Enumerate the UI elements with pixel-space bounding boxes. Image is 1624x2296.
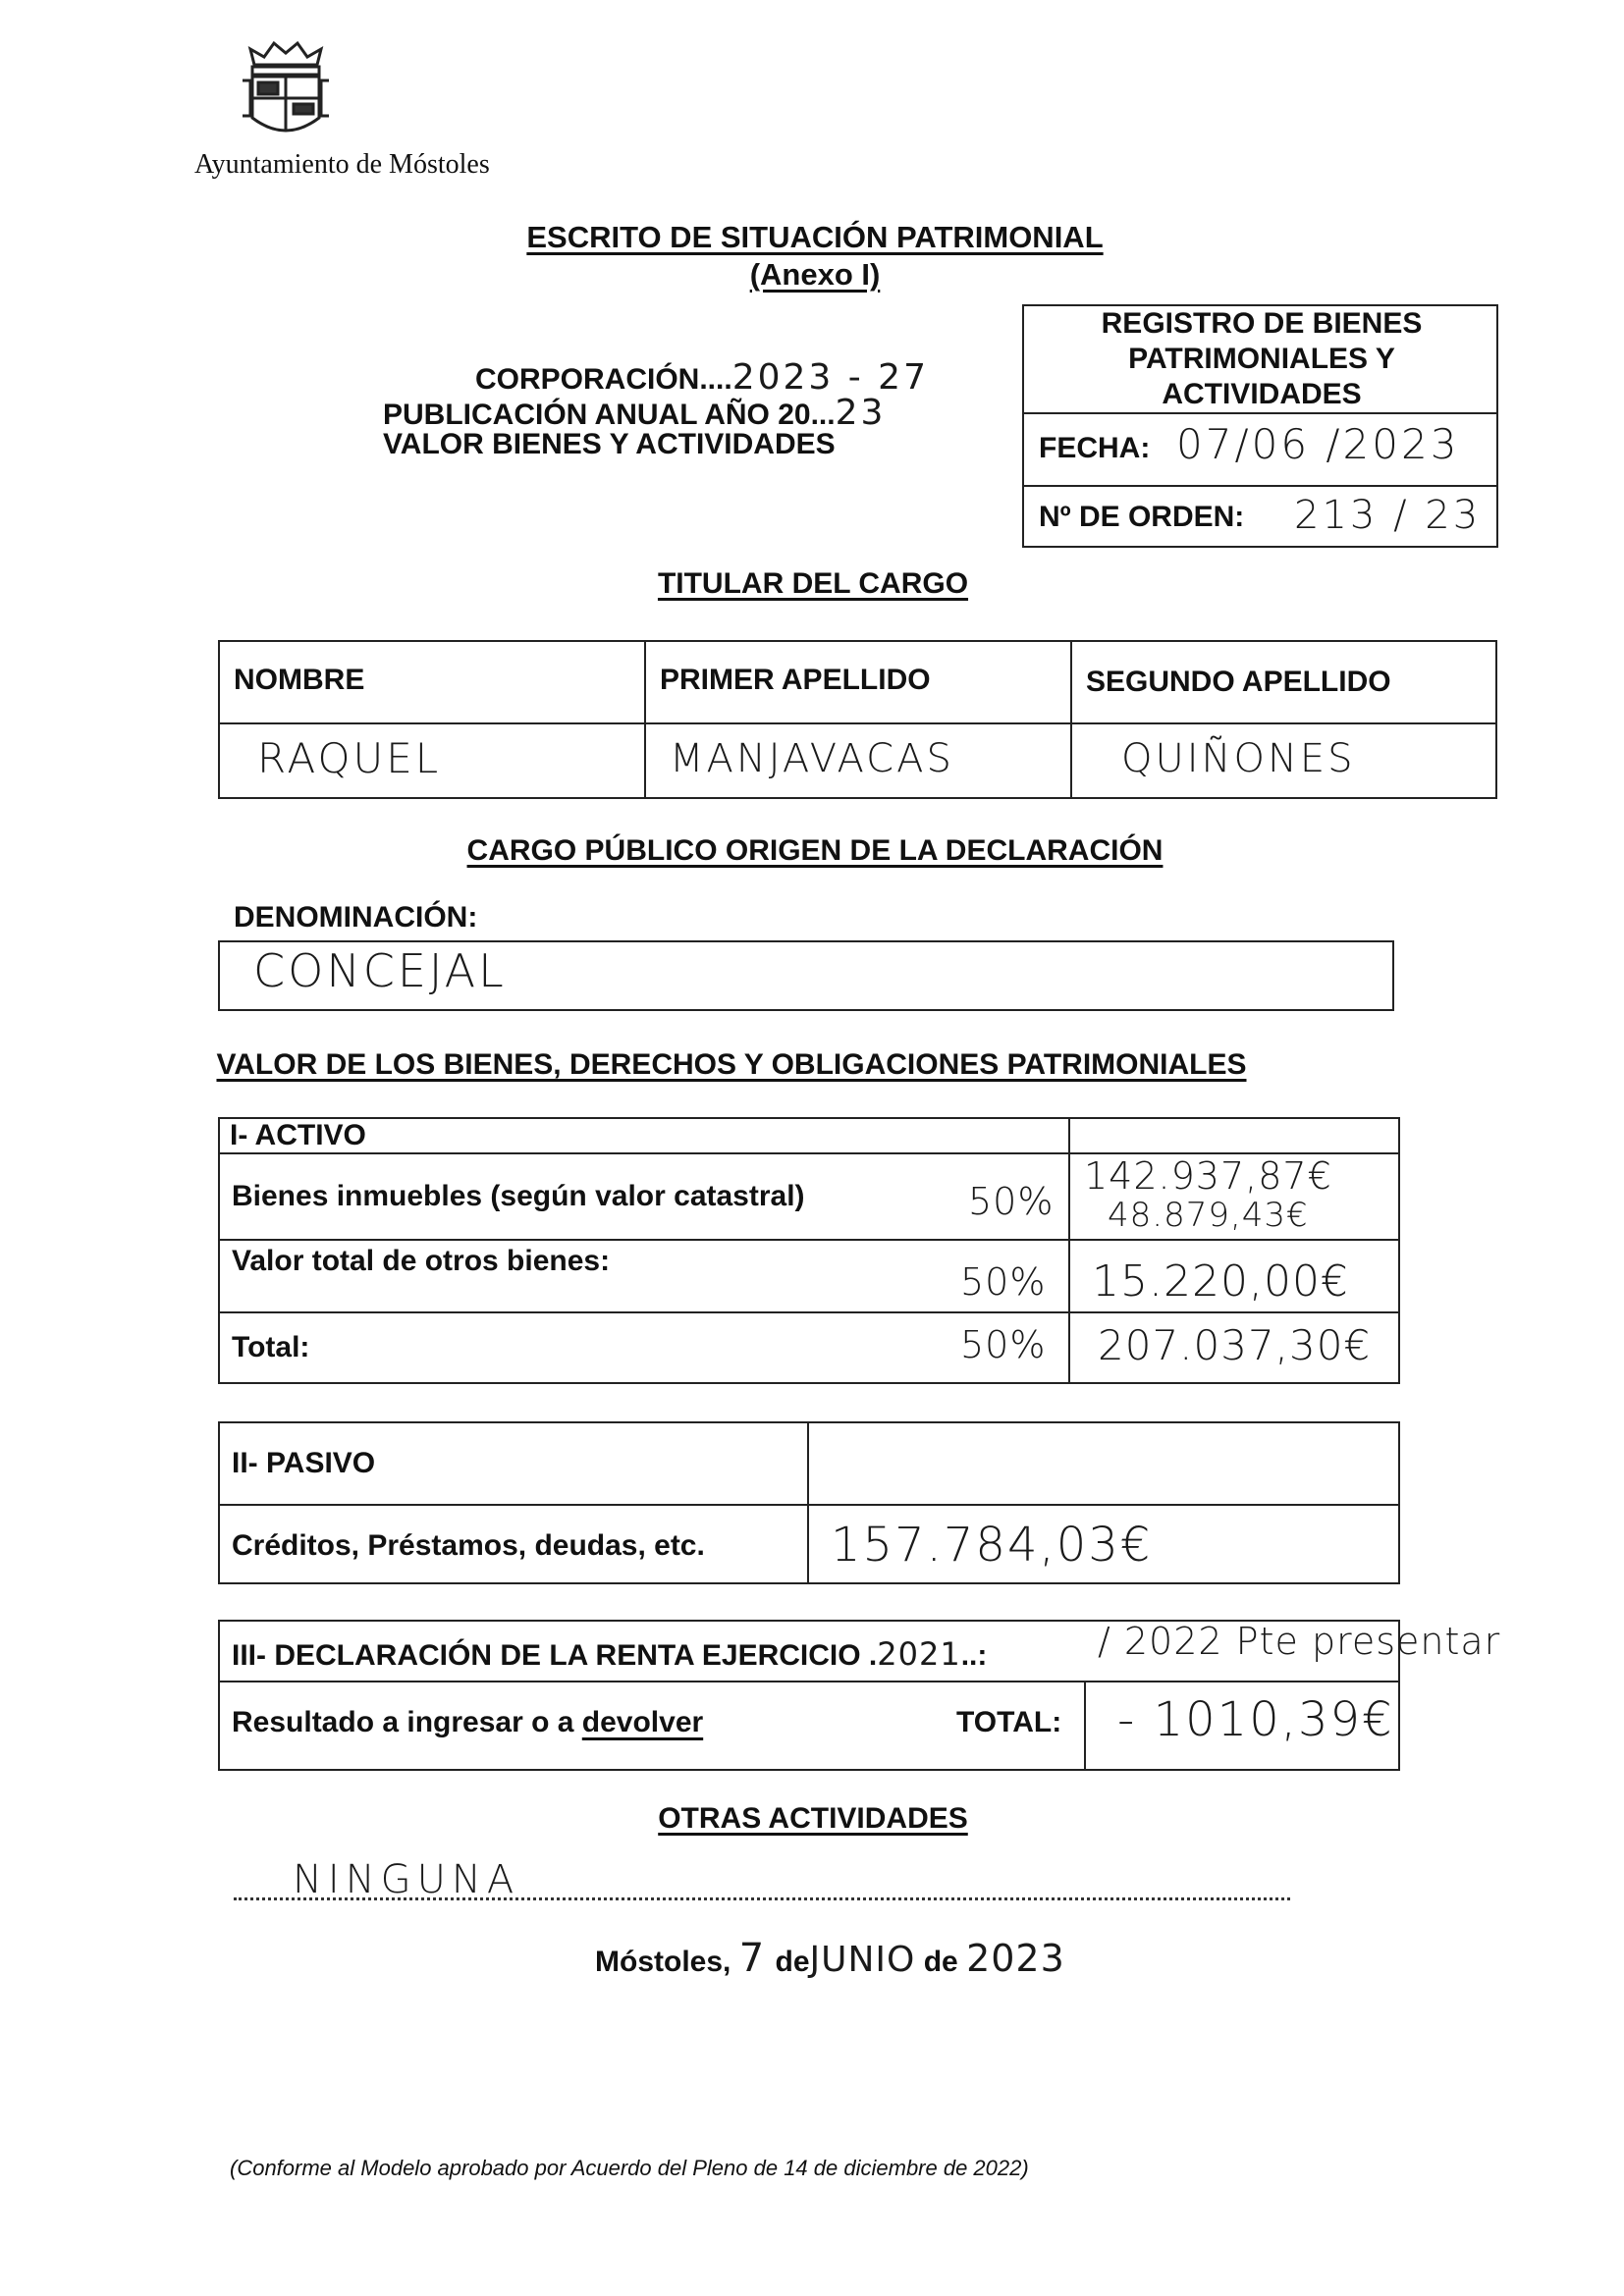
publicacion-value: 23 <box>835 393 887 433</box>
inmuebles-label: Bienes inmuebles (según valor catastral) <box>232 1180 805 1212</box>
inmuebles-value-2: 48.879,43€ <box>1108 1196 1309 1235</box>
corporacion-value: 2023 - 27 <box>731 357 929 398</box>
renta-note: / 2022 Pte presentar <box>1098 1620 1501 1663</box>
renta-heading-line <box>232 1635 987 1673</box>
renta-ejercicio-value: 2021 <box>877 1635 961 1673</box>
registro-title: REGISTRO DE BIENES PATRIMONIALES Y ACTIVIDADES <box>1101 307 1423 410</box>
corporacion-label: CORPORACIÓN.... <box>475 363 732 396</box>
cargo-heading: CARGO PÚBLICO ORIGEN DE LA DECLARACIÓN <box>466 834 1164 867</box>
renta-total-value: - 1010,39€ <box>1117 1692 1394 1747</box>
fecha-value: 07/06 /2023 <box>1176 420 1460 468</box>
activo-total-pct: 50% <box>960 1323 1047 1366</box>
fecha-label: FECHA: <box>1039 432 1151 464</box>
segundo-apellido-label: SEGUNDO APELLIDO <box>1086 666 1391 698</box>
titular-heading: TITULAR DEL CARGO <box>657 567 969 600</box>
denominacion-label: DENOMINACIÓN: <box>234 901 478 934</box>
activo-total-label: Total: <box>232 1331 310 1363</box>
otros-bienes-label: Valor total de otros bienes: <box>232 1245 611 1277</box>
otras-value: NINGUNA <box>293 1857 520 1902</box>
firma-month: JUNIO <box>809 1940 916 1980</box>
resultado-devolver: devolver <box>581 1706 704 1738</box>
creditos-value: 157.784,03€ <box>831 1518 1153 1573</box>
pasivo-heading: II- PASIVO <box>232 1447 376 1479</box>
document-title: ESCRITO DE SITUACIÓN PATRIMONIAL <box>526 220 1104 254</box>
firma-line <box>595 1936 1065 1981</box>
nombre-value: RAQUEL <box>257 734 442 782</box>
coat-of-arms-icon <box>241 37 331 147</box>
valor-heading: VALOR DE LOS BIENES, DERECHOS Y OBLIGACIONES PATRIMONIALES <box>216 1048 1247 1081</box>
otros-bienes-value: 15.220,00€ <box>1092 1256 1349 1307</box>
otras-heading: OTRAS ACTIVIDADES <box>658 1802 968 1835</box>
inmuebles-value-1: 142.937,87€ <box>1084 1154 1332 1198</box>
activo-total-value: 207.037,30€ <box>1098 1321 1372 1369</box>
denominacion-value: CONCEJAL <box>253 944 507 997</box>
segundo-apellido-value: QUIÑONES <box>1121 736 1356 781</box>
valor-bienes-label: VALOR BIENES Y ACTIVIDADES <box>383 428 836 460</box>
activo-heading: I- ACTIVO <box>230 1119 366 1151</box>
inmuebles-pct: 50% <box>968 1180 1055 1223</box>
document-subtitle: (Anexo I) <box>749 257 881 292</box>
firma-de-2: de <box>923 1946 958 1978</box>
firma-de-1: de <box>775 1946 810 1978</box>
firma-day: 7 <box>738 1936 768 1981</box>
primer-apellido-value: MANJAVACAS <box>670 736 954 781</box>
renta-heading: III- DECLARACIÓN DE LA RENTA EJERCICIO . <box>232 1639 878 1672</box>
footer-note: (Conforme al Modelo aprobado por Acuerdo del Pleno de 14 de diciembre de 2022) <box>230 2156 1029 2180</box>
corporacion-line <box>475 357 929 398</box>
orden-label: Nº DE ORDEN: <box>1039 501 1245 533</box>
firma-year: 2023 <box>966 1937 1065 1980</box>
publicacion-line <box>383 393 886 433</box>
municipality-name: Ayuntamiento de Móstoles <box>194 149 490 180</box>
firma-place: Móstoles, <box>595 1946 731 1978</box>
orden-value: 213 / 23 <box>1294 493 1482 538</box>
publicacion-label: PUBLICACIÓN ANUAL AÑO 20... <box>383 399 836 431</box>
creditos-label: Créditos, Préstamos, deudas, etc. <box>232 1529 705 1562</box>
primer-apellido-label: PRIMER APELLIDO <box>660 664 931 696</box>
renta-heading-end: ..: <box>960 1639 988 1672</box>
otros-bienes-pct: 50% <box>960 1260 1047 1304</box>
resultado-label: Resultado a ingresar o a <box>232 1706 582 1738</box>
nombre-label: NOMBRE <box>234 664 365 696</box>
renta-total-label: TOTAL: <box>956 1706 1062 1738</box>
resultado-line <box>232 1706 703 1739</box>
